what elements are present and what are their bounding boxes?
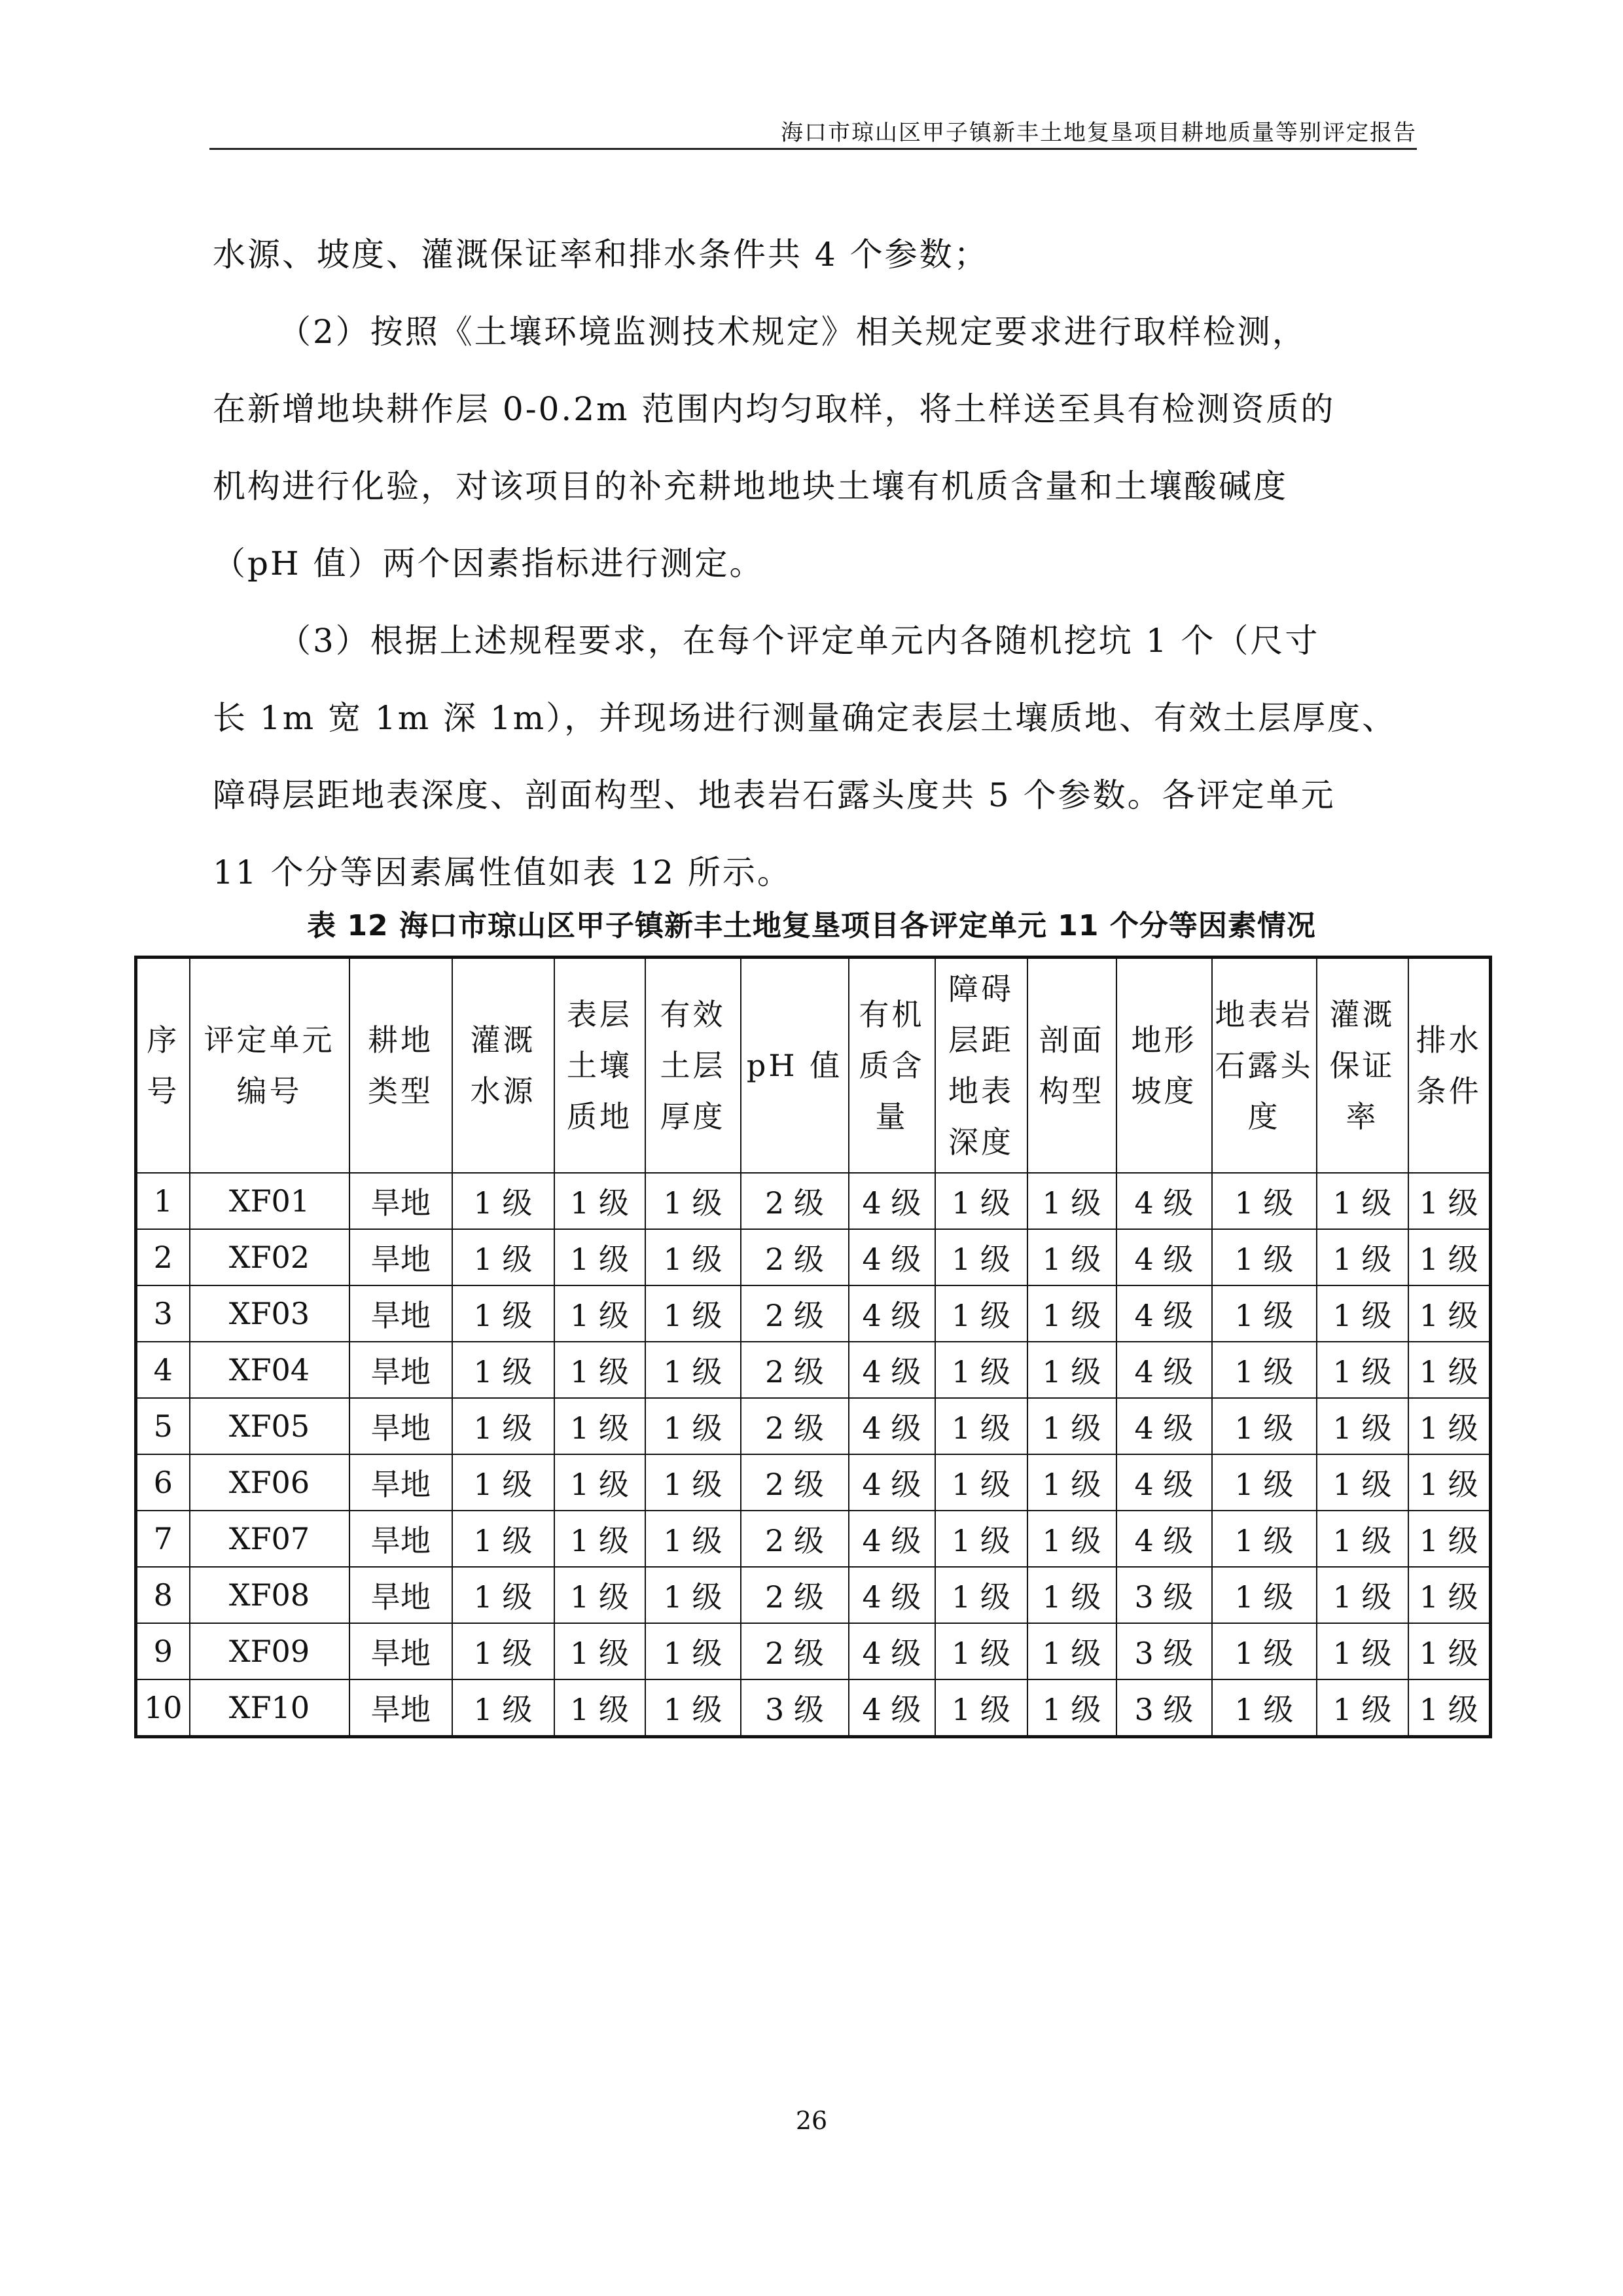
table-row (136, 1511, 1491, 1567)
table-cell: 旱地 (349, 1229, 452, 1285)
table-cell: 旱地 (349, 1623, 452, 1679)
running-header: 海口市琼山区甲子镇新丰土地复垦项目耕地质量等别评定报告 (781, 120, 1417, 146)
table-cell: 1 级 (1212, 1567, 1317, 1623)
table-cell: 旱地 (349, 1454, 452, 1511)
table-cell: 1 级 (645, 1398, 741, 1454)
table-cell: 1 级 (935, 1679, 1027, 1737)
column-header (1212, 958, 1317, 1174)
table-cell: 1 级 (1317, 1454, 1408, 1511)
table-row (136, 1567, 1491, 1623)
table-cell: 旱地 (349, 1679, 452, 1737)
column-header-line: 地表岩 (1215, 997, 1313, 1032)
table-cell: 1 级 (554, 1567, 645, 1623)
table-cell: 1 级 (1027, 1285, 1116, 1342)
table-cell: 1 级 (1212, 1173, 1317, 1229)
table-cell: 2 级 (741, 1229, 849, 1285)
page-number: 26 (795, 2106, 828, 2135)
column-header (190, 958, 349, 1174)
table-cell: 1 级 (1408, 1623, 1491, 1679)
column-header-line: 构型 (1039, 1073, 1105, 1109)
table-cell: 4 级 (1116, 1454, 1212, 1511)
table-cell: 1 级 (1027, 1623, 1116, 1679)
column-header (741, 958, 849, 1174)
table-cell: 2 级 (741, 1511, 849, 1567)
table-cell: 旱地 (349, 1567, 452, 1623)
table-cell: XF04 (190, 1342, 349, 1398)
column-header-line: 有效 (660, 997, 726, 1032)
table-cell: 4 级 (1116, 1342, 1212, 1398)
table-cell: 1 级 (1212, 1623, 1317, 1679)
table-cell: 10 (136, 1679, 190, 1737)
table-cell: 1 级 (645, 1342, 741, 1398)
text-line: 水源、坡度、灌溉保证率和排水条件共 4 个参数； (213, 236, 989, 274)
table-cell: 1 级 (452, 1511, 554, 1567)
column-header-line: 度 (1247, 1099, 1281, 1134)
text-line: （pH 值）两个因素指标进行测定。 (213, 545, 764, 583)
column-header (935, 958, 1027, 1174)
column-header (554, 958, 645, 1174)
table-cell: 2 级 (741, 1398, 849, 1454)
table-cell: 1 级 (554, 1623, 645, 1679)
table-cell: 1 级 (554, 1285, 645, 1342)
table-cell: 1 级 (1027, 1567, 1116, 1623)
table-cell: 1 级 (1027, 1173, 1116, 1229)
column-header (349, 958, 452, 1174)
table-cell: 1 级 (1212, 1342, 1317, 1398)
table-cell: 旱地 (349, 1398, 452, 1454)
text-line: 长 1m 宽 1m 深 1m），并现场进行测量确定表层土壤质地、有效土层厚度、 (213, 699, 1397, 737)
table-cell: 2 (136, 1229, 190, 1285)
table-cell: 1 级 (935, 1398, 1027, 1454)
table-row (136, 1229, 1491, 1285)
table-cell: 2 级 (741, 1285, 849, 1342)
table-cell: 1 级 (1408, 1454, 1491, 1511)
table-cell: 3 级 (1116, 1623, 1212, 1679)
column-header-line: 石露头 (1215, 1048, 1313, 1083)
column-header-line: 土层 (660, 1048, 726, 1083)
table-cell: 4 级 (1116, 1173, 1212, 1229)
text-line: 障碍层距地表深度、剖面构型、地表岩石露头度共 5 个参数。各评定单元 (213, 776, 1336, 814)
table-cell: 1 级 (1408, 1679, 1491, 1737)
table-cell: 4 (136, 1342, 190, 1398)
column-header-line: 灌溉 (470, 1022, 536, 1058)
table-cell: 1 级 (935, 1511, 1027, 1567)
column-header-line: 土壤 (567, 1048, 632, 1083)
table-cell: XF05 (190, 1398, 349, 1454)
column-header (1408, 958, 1491, 1174)
column-header (452, 958, 554, 1174)
column-header (849, 958, 935, 1174)
table-cell: 1 级 (1027, 1454, 1116, 1511)
table-cell: 4 级 (849, 1567, 935, 1623)
table-cell: 1 级 (1317, 1342, 1408, 1398)
table-cell: 1 级 (1317, 1229, 1408, 1285)
table-cell: 1 级 (1317, 1623, 1408, 1679)
table-cell: 1 级 (452, 1567, 554, 1623)
table-cell: 7 (136, 1511, 190, 1567)
table-cell: 1 级 (452, 1623, 554, 1679)
table-cell: 1 级 (1317, 1285, 1408, 1342)
table-cell: 1 级 (554, 1229, 645, 1285)
column-header-line: 类型 (368, 1073, 433, 1109)
table-cell: 1 级 (935, 1454, 1027, 1511)
table-cell: 1 级 (452, 1229, 554, 1285)
column-header-line: 水源 (470, 1073, 536, 1109)
table-cell: 6 (136, 1454, 190, 1511)
text-line: 机构进行化验，对该项目的补充耕地地块土壤有机质含量和土壤酸碱度 (213, 467, 1288, 505)
column-header-line: 层距 (948, 1022, 1014, 1058)
table-cell: XF03 (190, 1285, 349, 1342)
column-header-line: 编号 (236, 1073, 302, 1109)
table-cell: 1 (136, 1173, 190, 1229)
table-cell: 4 级 (849, 1623, 935, 1679)
table-cell: 1 级 (1317, 1173, 1408, 1229)
column-header (645, 958, 741, 1174)
table-cell: 4 级 (849, 1511, 935, 1567)
table-cell: 旱地 (349, 1342, 452, 1398)
table-cell: 1 级 (935, 1567, 1027, 1623)
table-cell: 1 级 (1027, 1679, 1116, 1737)
column-header-line: 质含 (859, 1048, 925, 1083)
table-row (136, 1173, 1491, 1229)
table-cell: 1 级 (1027, 1342, 1116, 1398)
table-cell: 1 级 (1027, 1511, 1116, 1567)
table-cell: 1 级 (1317, 1511, 1408, 1567)
table-cell: 1 级 (1408, 1567, 1491, 1623)
column-header-line: 耕地 (368, 1022, 433, 1058)
table-cell: 4 级 (1116, 1511, 1212, 1567)
table-cell: 旱地 (349, 1173, 452, 1229)
table-row (136, 1285, 1491, 1342)
table-cell: XF09 (190, 1623, 349, 1679)
table-cell: 1 级 (1317, 1679, 1408, 1737)
table-cell: 9 (136, 1623, 190, 1679)
table-cell: 1 级 (1027, 1398, 1116, 1454)
table-cell: 1 级 (1212, 1285, 1317, 1342)
table-cell: 1 级 (554, 1342, 645, 1398)
table-cell: 2 级 (741, 1567, 849, 1623)
table-cell: 1 级 (935, 1285, 1027, 1342)
table-cell: 3 (136, 1285, 190, 1342)
table-cell: XF01 (190, 1173, 349, 1229)
table-header-row (136, 958, 1491, 1174)
table-cell: 1 级 (645, 1623, 741, 1679)
column-header-line: 深度 (948, 1124, 1014, 1160)
text-line: 在新增地块耕作层 0-0.2m 范围内均匀取样，将土样送至具有检测资质的 (213, 390, 1336, 428)
table-cell: 1 级 (1212, 1454, 1317, 1511)
table-cell: 1 级 (452, 1454, 554, 1511)
table-row (136, 1454, 1491, 1511)
paragraph-sampling (213, 293, 1417, 602)
column-header-line: 排水 (1416, 1022, 1482, 1058)
table-cell: 1 级 (452, 1679, 554, 1737)
table-cell: 1 级 (1212, 1398, 1317, 1454)
table-caption: 表 12 海口市琼山区甲子镇新丰土地复垦项目各评定单元 11 个分等因素情况 (307, 909, 1316, 942)
column-header-line: 厚度 (660, 1099, 726, 1134)
paragraph-continuation (213, 216, 1417, 293)
column-header-line: 率 (1346, 1099, 1379, 1134)
column-header-line: 有机 (859, 997, 925, 1032)
text-line: （3）根据上述规程要求，在每个评定单元内各随机挖坑 1 个（尺寸 (278, 622, 1320, 660)
table-cell: 8 (136, 1567, 190, 1623)
table-cell: 2 级 (741, 1454, 849, 1511)
table-cell: 1 级 (1317, 1398, 1408, 1454)
table-cell: 1 级 (645, 1511, 741, 1567)
column-header-line: 序 (147, 1022, 180, 1058)
table-cell: 4 级 (1116, 1229, 1212, 1285)
table-cell: 1 级 (645, 1229, 741, 1285)
table-cell: 1 级 (554, 1398, 645, 1454)
column-header (136, 958, 190, 1174)
table-cell: 1 级 (452, 1342, 554, 1398)
table-cell: 3 级 (741, 1679, 849, 1737)
table-cell: 旱地 (349, 1285, 452, 1342)
text-line: 11 个分等因素属性值如表 12 所示。 (213, 853, 792, 891)
table-cell: 1 级 (645, 1173, 741, 1229)
column-header-line: 质地 (567, 1099, 632, 1134)
table-cell: XF10 (190, 1679, 349, 1737)
table-cell: 1 级 (645, 1567, 741, 1623)
table-cell: 1 级 (645, 1285, 741, 1342)
column-header-line: 条件 (1416, 1073, 1482, 1109)
table-row (136, 1623, 1491, 1679)
column-header (1317, 958, 1408, 1174)
column-header-line: 地表 (948, 1073, 1014, 1109)
table-cell: 4 级 (849, 1229, 935, 1285)
column-header-line: 灌溉 (1329, 997, 1395, 1032)
table-row (136, 1398, 1491, 1454)
column-header-line: 号 (147, 1073, 180, 1109)
column-header-line: 量 (875, 1099, 908, 1134)
column-header (1027, 958, 1116, 1174)
column-header-line: 表层 (567, 997, 632, 1032)
table-cell: 1 级 (554, 1173, 645, 1229)
column-header-line: 地形 (1131, 1022, 1197, 1058)
table-cell: 1 级 (1212, 1511, 1317, 1567)
table-cell: 4 级 (849, 1454, 935, 1511)
table-cell: 1 级 (452, 1285, 554, 1342)
table-cell: 3 级 (1116, 1567, 1212, 1623)
table-cell: 旱地 (349, 1511, 452, 1567)
table-cell: 1 级 (1408, 1229, 1491, 1285)
table-cell: 1 级 (1408, 1173, 1491, 1229)
table-cell: 1 级 (1212, 1679, 1317, 1737)
table-cell: 2 级 (741, 1173, 849, 1229)
table-cell: 4 级 (1116, 1285, 1212, 1342)
body-text (213, 216, 1417, 911)
column-header-line: 剖面 (1039, 1022, 1105, 1058)
table-cell: 1 级 (554, 1511, 645, 1567)
paragraph-field-survey (213, 602, 1417, 911)
table-cell: 1 级 (1317, 1567, 1408, 1623)
table-cell: XF06 (190, 1454, 349, 1511)
column-header (1116, 958, 1212, 1174)
table-cell: XF07 (190, 1511, 349, 1567)
column-header-line: 坡度 (1131, 1073, 1197, 1109)
table-cell: 4 级 (1116, 1398, 1212, 1454)
table-cell: 4 级 (849, 1173, 935, 1229)
table-cell: 4 级 (849, 1285, 935, 1342)
table-cell: 1 级 (935, 1173, 1027, 1229)
table-cell: 1 级 (554, 1454, 645, 1511)
table-cell: 4 级 (849, 1342, 935, 1398)
column-header-line: 障碍 (948, 971, 1014, 1007)
table-cell: 1 级 (1408, 1511, 1491, 1567)
column-header-line: 保证 (1329, 1048, 1395, 1083)
column-header-line: pH 值 (746, 1048, 843, 1083)
table-cell: XF08 (190, 1567, 349, 1623)
table-cell: 1 级 (1212, 1229, 1317, 1285)
table-row (136, 1679, 1491, 1737)
table-cell: 1 级 (1408, 1398, 1491, 1454)
factor-table (134, 956, 1492, 1738)
table-cell: 1 级 (1027, 1229, 1116, 1285)
table-cell: 1 级 (554, 1679, 645, 1737)
table-cell: 1 级 (645, 1454, 741, 1511)
table-cell: XF02 (190, 1229, 349, 1285)
table-cell: 1 级 (935, 1342, 1027, 1398)
text-line: （2）按照《土壤环境监测技术规定》相关规定要求进行取样检测， (278, 313, 1307, 351)
table-cell: 4 级 (849, 1679, 935, 1737)
header-divider (209, 148, 1417, 150)
table-cell: 1 级 (452, 1398, 554, 1454)
table-cell: 2 级 (741, 1342, 849, 1398)
table-cell: 3 级 (1116, 1679, 1212, 1737)
table-cell: 1 级 (645, 1679, 741, 1737)
table-body (136, 1173, 1491, 1737)
table-cell: 1 级 (1408, 1285, 1491, 1342)
table-cell: 4 级 (849, 1398, 935, 1454)
table-cell: 1 级 (452, 1173, 554, 1229)
table-cell: 1 级 (935, 1623, 1027, 1679)
column-header-line: 评定单元 (204, 1022, 335, 1058)
table-cell: 2 级 (741, 1623, 849, 1679)
table-row (136, 1342, 1491, 1398)
table-cell: 5 (136, 1398, 190, 1454)
table-cell: 1 级 (1408, 1342, 1491, 1398)
table-cell: 1 级 (935, 1229, 1027, 1285)
